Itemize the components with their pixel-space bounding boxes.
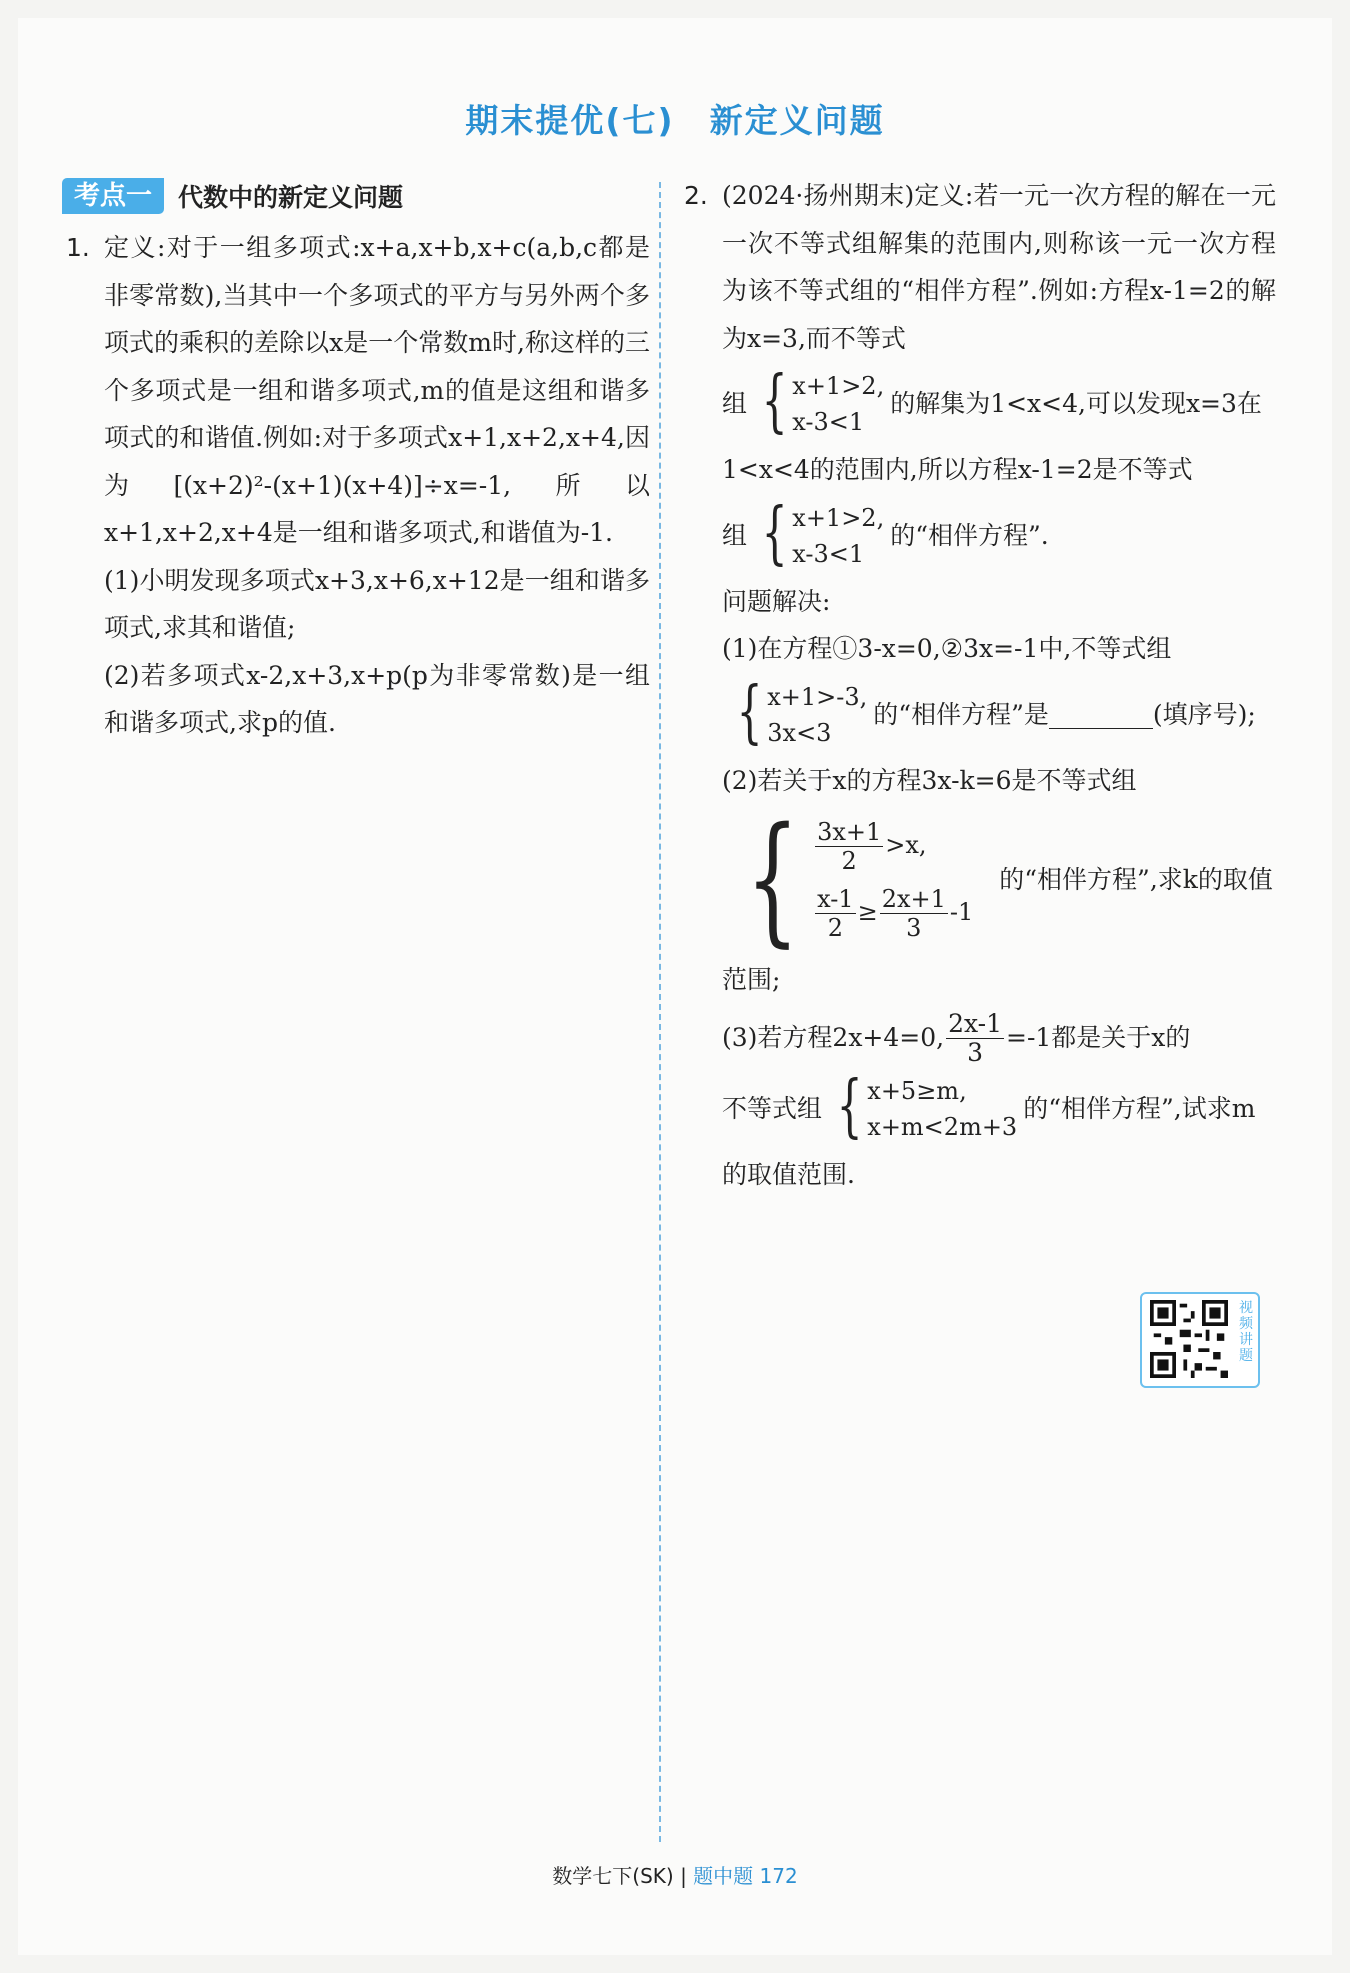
system-line-2: x-3<1: [792, 408, 865, 436]
fraction-numerator: x-1: [817, 885, 854, 913]
brace-icon: {: [761, 362, 788, 441]
fraction-denominator: 2: [827, 914, 843, 942]
problem-1-number: 1.: [66, 233, 90, 262]
system-line-1: [813, 818, 973, 875]
question-1-suffix: 的“相伴方程”是: [873, 699, 1049, 729]
problem-1-question-2: (2)若多项式x-2,x+3,x+p(p为非零常数)是一组和谐多项式,求p的值.: [104, 660, 650, 737]
problem-2: [680, 172, 1276, 1198]
qr-code[interactable]: [1140, 1292, 1260, 1388]
example-system-a-suffix: 的解集为1<x<4,可以发现x=3在: [890, 389, 1262, 419]
question-1-tail: (填序号);: [1152, 699, 1256, 729]
system-line-1-rest: >x,: [885, 831, 927, 859]
question-3-line: [722, 1010, 1276, 1067]
inequality-system: [753, 362, 885, 441]
brace-icon: {: [745, 798, 800, 961]
example-system-b-suffix: 的“相伴方程”.: [890, 520, 1049, 550]
page-number: 172: [759, 1864, 798, 1888]
example-system-a: [722, 362, 1276, 441]
example-system-a-prefix: 组: [722, 389, 748, 419]
system-line-2: [813, 885, 973, 942]
right-column: [680, 172, 1276, 1198]
problem-2-number: 2.: [684, 181, 708, 210]
footer-series: 题中题: [693, 1864, 754, 1888]
problem-1-body: 定义:对于一组多项式:x+a,x+b,x+c(a,b,c都是非零常数),当其中一个多项式的平方与另外两个多项式的乘积的差除以x是一个常数m时,称这样的三个多项式是一组和谐多项式,m的值是这组和谐多项式的和谐值.例如:对于多项式x+1,x+2,x+4,因为[(x+2)²-(x+1)(x+4)]÷x=-1,所以x+1,x+2,x+4是一组和谐多项式,和谐值为-1.: [104, 233, 650, 547]
qr-code-icon: [1150, 1300, 1228, 1378]
section-badge: 考点一: [62, 178, 164, 214]
problem-2-question-1: (1)在方程①3-x=0,②3x=-1中,不等式组: [722, 634, 1172, 663]
problem-2-question-2: (2)若关于x的方程3x-k=6是不等式组: [722, 765, 1137, 795]
question-2-system: [722, 798, 1276, 961]
left-column: [62, 178, 650, 747]
inequality-system: [753, 493, 885, 573]
problem-2-solve-label: 问题解决:: [722, 586, 831, 616]
question-1-system: [722, 672, 1276, 752]
brace-icon: {: [761, 493, 788, 573]
page-footer: [0, 1860, 1350, 1889]
system-line-1: x+1>-3,: [767, 682, 868, 711]
fraction-denominator: 3: [967, 1037, 983, 1067]
system-line-2-rest: -1: [949, 898, 974, 926]
fraction: [815, 885, 856, 942]
qr-label: 视频讲题: [1239, 1300, 1253, 1364]
inequality-system: [728, 798, 974, 961]
fraction: [815, 818, 883, 875]
question-2-tail: 范围;: [722, 965, 781, 994]
question-2-suffix: 的“相伴方程”,求k的取值: [999, 865, 1273, 895]
brace-icon: {: [736, 672, 763, 752]
relation-symbol: ≥: [857, 898, 878, 926]
fraction-denominator: 2: [841, 847, 857, 875]
problem-2-range-line: 1<x<4的范围内,所以方程x-1=2是不等式: [722, 455, 1193, 484]
section-header: [62, 178, 650, 214]
section-heading: 代数中的新定义问题: [178, 183, 404, 212]
question-3-tail: 的取值范围.: [722, 1159, 855, 1189]
inequality-system: [728, 672, 868, 752]
problem-2-intro: (2024·扬州期末)定义:若一元一次方程的解在一元一次不等式组解集的范围内,则称该一元一次方程为该不等式组的“相伴方程”.例如:方程x-1=2的解为x=3,而不等式: [722, 181, 1276, 353]
fraction: [880, 885, 948, 942]
system-line-2: 3x<3: [767, 718, 832, 747]
question-3-prefix: (3)若方程2x+4=0,: [722, 1023, 945, 1053]
fraction-numerator: 2x+1: [881, 885, 946, 913]
example-system-b: [722, 493, 1276, 573]
answer-blank[interactable]: [1049, 700, 1153, 729]
system-line-2: x+m<2m+3: [867, 1112, 1018, 1141]
page-title: 期末提优(七) 新定义问题: [465, 101, 885, 140]
fraction-numerator: 3x+1: [817, 818, 882, 846]
system-line-1: x+1>2,: [792, 372, 885, 400]
example-system-b-prefix: 组: [722, 520, 748, 550]
column-divider: [659, 182, 661, 1842]
fraction-numerator: 2x-1: [948, 1008, 1002, 1038]
fraction-denominator: 3: [906, 914, 922, 942]
system-line-1: x+1>2,: [792, 503, 885, 532]
question-3-system-prefix: 不等式组: [722, 1093, 823, 1123]
system-line-2: x-3<1: [792, 539, 865, 568]
footer-separator: |: [680, 1864, 687, 1888]
footer-book: 数学七下(SK): [552, 1864, 674, 1888]
question-3-system: [722, 1066, 1276, 1146]
problem-1: [62, 224, 650, 747]
question-3-system-suffix: 的“相伴方程”,试求m: [1023, 1093, 1256, 1123]
question-3-suffix: =-1都是关于x的: [1006, 1023, 1191, 1053]
brace-icon: {: [836, 1066, 863, 1146]
fraction: [946, 1010, 1004, 1067]
problem-1-question-1: (1)小明发现多项式x+3,x+6,x+12是一组和谐多项式,求其和谐值;: [104, 565, 650, 642]
system-line-1: x+5≥m,: [867, 1076, 967, 1105]
inequality-system: [828, 1066, 1018, 1146]
